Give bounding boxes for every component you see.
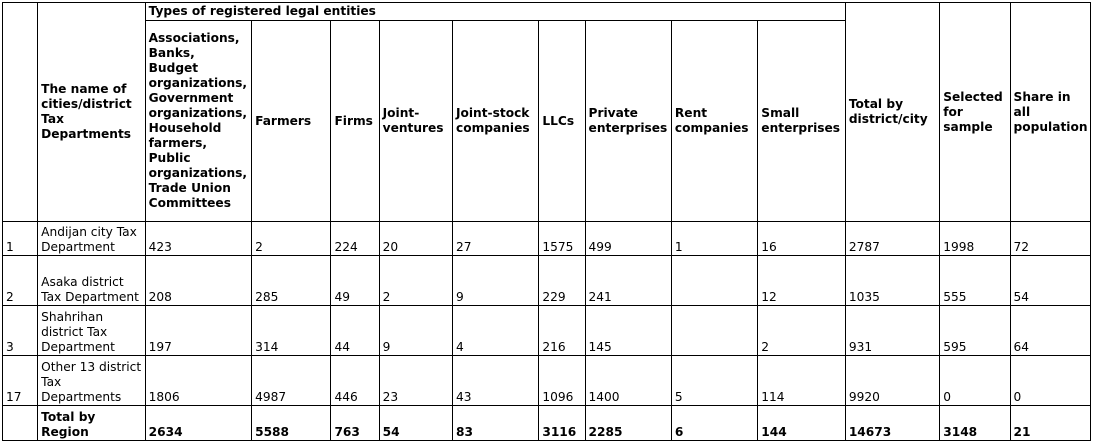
- header-row-group: [3, 3, 1091, 21]
- total-cell-value: 5588: [252, 406, 331, 441]
- table-row: [3, 356, 1091, 406]
- cell-value: 49: [331, 256, 379, 306]
- cell-value: 9: [452, 256, 538, 306]
- cell-value: 1: [671, 222, 757, 256]
- total-value: 1035: [845, 256, 939, 306]
- cell-value: 9: [379, 306, 452, 356]
- selected-value: 555: [940, 256, 1010, 306]
- selected-value: 0: [940, 356, 1010, 406]
- total-cell-value: 83: [452, 406, 538, 441]
- cell-value: 114: [758, 356, 846, 406]
- selected-value: 595: [940, 306, 1010, 356]
- category-header-joint-ventures: Joint-ventures: [379, 21, 452, 222]
- row-number: 1: [3, 222, 38, 256]
- cell-value: 314: [252, 306, 331, 356]
- cell-value: 423: [145, 222, 251, 256]
- cell-value: 1575: [539, 222, 585, 256]
- share-value: 54: [1010, 256, 1090, 306]
- total-cell-value: 144: [758, 406, 846, 441]
- cell-value: 2: [252, 222, 331, 256]
- total-cell-value: 763: [331, 406, 379, 441]
- selected-value: 1998: [940, 222, 1010, 256]
- legal-entities-table: [2, 2, 1091, 441]
- selected-column-header: Selected for sample: [940, 3, 1010, 222]
- total-row: [3, 406, 1091, 441]
- cell-value: 27: [452, 222, 538, 256]
- cell-value: 241: [585, 256, 671, 306]
- total-column-header: Total by district/city: [845, 3, 939, 222]
- total-value: 931: [845, 306, 939, 356]
- cell-value: 2: [758, 306, 846, 356]
- total-cell-value: 3116: [539, 406, 585, 441]
- cell-value: 4: [452, 306, 538, 356]
- cell-value: 224: [331, 222, 379, 256]
- cell-value: [671, 306, 757, 356]
- total-cell-value: 2634: [145, 406, 251, 441]
- row-number: [3, 406, 38, 441]
- category-header-joint-stock: Joint-stock companies: [452, 21, 538, 222]
- category-header-llcs: LLCs: [539, 21, 585, 222]
- cell-value: 20: [379, 222, 452, 256]
- share-value: 0: [1010, 356, 1090, 406]
- category-header-firms: Firms: [331, 21, 379, 222]
- cell-value: 197: [145, 306, 251, 356]
- department-name: Asaka district Tax Department: [38, 256, 145, 306]
- total-cell-value: 54: [379, 406, 452, 441]
- category-header-small: Small enterprises: [758, 21, 846, 222]
- grand-total-value: 14673: [845, 406, 939, 441]
- cell-value: 145: [585, 306, 671, 356]
- cell-value: 23: [379, 356, 452, 406]
- total-value: 9920: [845, 356, 939, 406]
- cell-value: 229: [539, 256, 585, 306]
- cell-value: 16: [758, 222, 846, 256]
- department-name: Andijan city Tax Department: [38, 222, 145, 256]
- cell-value: 285: [252, 256, 331, 306]
- category-header-private: Private enterprises: [585, 21, 671, 222]
- table-row: [3, 222, 1091, 256]
- cell-value: 43: [452, 356, 538, 406]
- department-name: Other 13 district Tax Departments: [38, 356, 145, 406]
- category-header-associations: Associations, Banks, Budget organizations, Government organizations, Household farmers, Public organizations, Trade Union Committees: [145, 21, 251, 222]
- cell-value: 5: [671, 356, 757, 406]
- total-cell-value: 6: [671, 406, 757, 441]
- cell-value: [671, 256, 757, 306]
- row-number: 2: [3, 256, 38, 306]
- cell-value: 216: [539, 306, 585, 356]
- category-header-rent: Rent companies: [671, 21, 757, 222]
- category-header-farmers: Farmers: [252, 21, 331, 222]
- total-value: 2787: [845, 222, 939, 256]
- cell-value: 499: [585, 222, 671, 256]
- grand-share-value: 21: [1010, 406, 1090, 441]
- total-row-label: Total by Region: [38, 406, 145, 441]
- row-number-header: [3, 3, 38, 222]
- entity-types-group-header: Types of registered legal entities: [145, 3, 845, 21]
- department-name: Shahrihan district Tax Department: [38, 306, 145, 356]
- cell-value: 208: [145, 256, 251, 306]
- cell-value: 44: [331, 306, 379, 356]
- cell-value: 12: [758, 256, 846, 306]
- row-number: 3: [3, 306, 38, 356]
- row-number: 17: [3, 356, 38, 406]
- cell-value: 4987: [252, 356, 331, 406]
- table-row: [3, 306, 1091, 356]
- cell-value: 1806: [145, 356, 251, 406]
- share-value: 64: [1010, 306, 1090, 356]
- cell-value: 1096: [539, 356, 585, 406]
- cell-value: 2: [379, 256, 452, 306]
- cell-value: 1400: [585, 356, 671, 406]
- name-column-header: The name of cities/district Tax Departments: [38, 3, 145, 222]
- cell-value: 446: [331, 356, 379, 406]
- table-row: [3, 256, 1091, 306]
- total-cell-value: 2285: [585, 406, 671, 441]
- share-value: 72: [1010, 222, 1090, 256]
- share-column-header: Share in all population: [1010, 3, 1090, 222]
- grand-selected-value: 3148: [940, 406, 1010, 441]
